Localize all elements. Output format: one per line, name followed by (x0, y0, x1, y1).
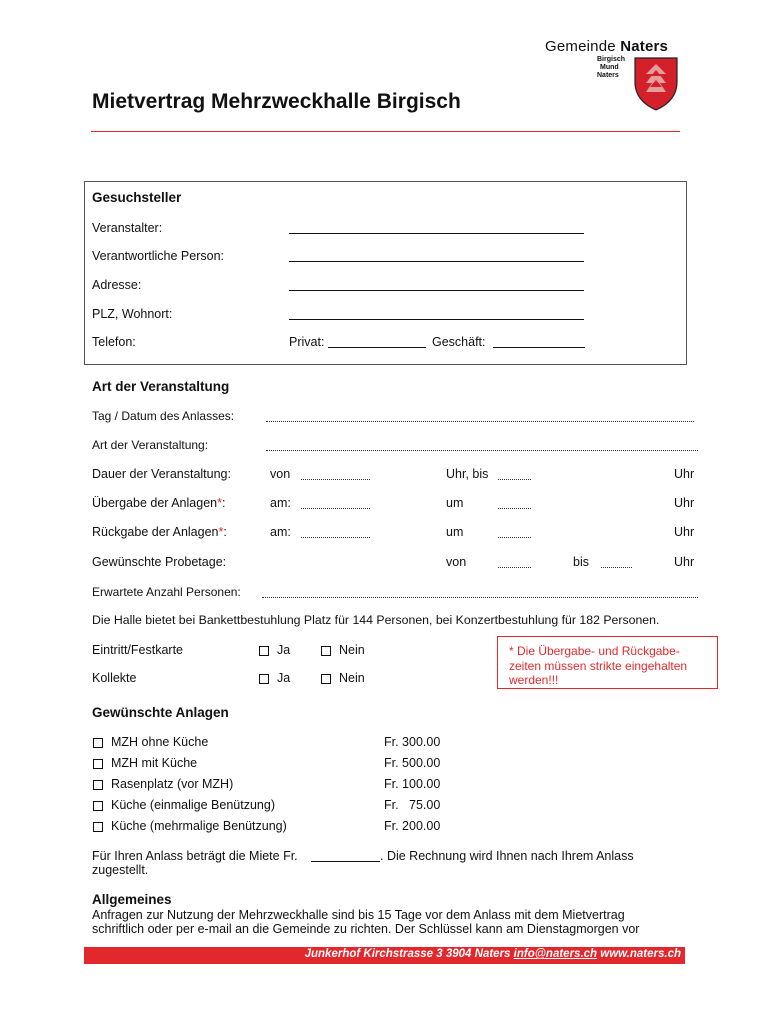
logo-wordmark: Gemeinde Naters (545, 38, 669, 55)
footer-website-link[interactable]: www.naters.ch (597, 948, 681, 960)
trial-uhr-label: Uhr (674, 555, 695, 569)
facility-price: Fr. 75.00 (384, 798, 441, 812)
phone-business-field[interactable] (493, 347, 585, 348)
footer-address: Junkerhof Kirchstrasse 3 3904 Naters (304, 948, 514, 960)
collection-label: Kollekte (92, 671, 137, 685)
trial-until-label: bis (573, 555, 589, 569)
facility-mzh-with-kitchen-checkbox[interactable]: MZH mit Küche (93, 756, 197, 770)
page-title: Mietvertrag Mehrzweckhalle Birgisch (92, 90, 461, 113)
handover-date-label: am: (270, 496, 291, 510)
return-label: Rückgabe der Anlagen*: (92, 525, 227, 539)
trial-until-field[interactable] (601, 567, 632, 568)
notice-line-1: * Die Übergabe- und Rückgabe- (509, 644, 680, 658)
phone-label: Telefon: (92, 335, 136, 349)
return-date-label: am: (270, 525, 291, 539)
checkbox-icon (93, 801, 103, 811)
checkbox-icon (93, 822, 103, 832)
collection-no-checkbox[interactable]: Nein (321, 671, 365, 685)
return-uhr-label: Uhr (674, 525, 695, 539)
checkbox-icon (321, 674, 331, 684)
trial-from-label: von (446, 555, 467, 569)
facility-price: Fr. 200.00 (384, 819, 441, 833)
general-text-line-2: schriftlich oder per e-mail an die Gemeinde zu richten. Der Schlüssel kann am Dienstagmorgen vor (92, 922, 640, 936)
duration-until-label: Uhr, bis (446, 467, 489, 481)
responsible-label: Verantwortliche Person: (92, 249, 225, 263)
footer-email-link[interactable]: info@naters.ch (513, 948, 598, 960)
rent-amount-field[interactable] (311, 861, 380, 862)
applicant-heading: Gesuchsteller (92, 190, 182, 205)
checkbox-icon (321, 646, 331, 656)
phone-private-label: Privat: (289, 335, 325, 349)
return-date-field[interactable] (301, 537, 370, 538)
handover-notice-box (497, 636, 718, 689)
logo-villages: Birgisch Mund Naters (597, 56, 626, 79)
admission-no-checkbox[interactable]: Nein (321, 643, 365, 657)
title-rule (91, 131, 680, 132)
event-date-field[interactable] (266, 421, 694, 422)
facility-price: Fr. 300.00 (384, 735, 441, 749)
rent-text-continued: zugestellt. (92, 863, 149, 877)
facility-kitchen-multiple-checkbox[interactable]: Küche (mehrmalige Benützung) (93, 819, 287, 833)
event-heading: Art der Veranstaltung (92, 379, 230, 394)
facility-mzh-without-kitchen-checkbox[interactable]: MZH ohne Küche (93, 735, 208, 749)
trial-from-field[interactable] (498, 567, 531, 568)
facility-kitchen-single-checkbox[interactable]: Küche (einmalige Benützung) (93, 798, 275, 812)
organizer-label: Veranstalter: (92, 221, 163, 235)
facility-price: Fr. 500.00 (384, 756, 441, 770)
rent-text-start: Für Ihren Anlass beträgt die Miete Fr. (92, 849, 298, 863)
admission-yes-checkbox[interactable]: Ja (259, 643, 290, 657)
handover-time-label: um (446, 496, 464, 510)
duration-from-label: von (270, 467, 291, 481)
municipality-logo (545, 38, 685, 113)
handover-time-field[interactable] (498, 508, 531, 509)
expected-persons-field[interactable] (262, 597, 698, 598)
return-time-field[interactable] (498, 537, 531, 538)
duration-until-field[interactable] (498, 479, 531, 480)
return-time-label: um (446, 525, 464, 539)
phone-private-field[interactable] (328, 347, 426, 348)
checkbox-icon (93, 780, 103, 790)
general-heading: Allgemeines (92, 892, 172, 907)
checkbox-icon (93, 759, 103, 769)
rent-text-end: . Die Rechnung wird Ihnen nach Ihrem Anlass (380, 849, 634, 863)
responsible-field[interactable] (289, 261, 584, 262)
facilities-heading: Gewünschte Anlagen (92, 705, 229, 720)
handover-date-field[interactable] (301, 508, 370, 509)
organizer-field[interactable] (289, 233, 584, 234)
address-field[interactable] (289, 290, 584, 291)
checkbox-icon (259, 646, 269, 656)
general-text-line-1: Anfragen zur Nutzung der Mehrzweckhalle sind bis 15 Tage vor dem Anlass mit dem Mietvertrag (92, 908, 625, 922)
checkbox-icon (93, 738, 103, 748)
notice-line-2: zeiten müssen strikte eingehalten (509, 658, 688, 673)
event-type-field[interactable] (266, 450, 698, 451)
coat-of-arms-icon (633, 56, 679, 112)
duration-from-field[interactable] (301, 479, 370, 480)
collection-yes-checkbox[interactable]: Ja (259, 671, 290, 685)
handover-uhr-label: Uhr (674, 496, 695, 510)
zip-city-label: PLZ, Wohnort: (92, 307, 173, 321)
duration-uhr-label: Uhr (674, 467, 695, 481)
duration-label: Dauer der Veranstaltung: (92, 467, 231, 481)
admission-label: Eintritt/Festkarte (92, 643, 183, 657)
event-date-label: Tag / Datum des Anlasses: (92, 409, 235, 423)
trial-days-label: Gewünschte Probetage: (92, 555, 227, 569)
capacity-note: Die Halle bietet bei Bankettbestuhlung Platz für 144 Personen, bei Konzertbestuhlung für 182 Personen. (92, 613, 660, 627)
expected-persons-label: Erwartete Anzahl Personen: (92, 585, 241, 599)
facility-price: Fr. 100.00 (384, 777, 441, 791)
footer-text (84, 948, 681, 960)
checkbox-icon (259, 674, 269, 684)
address-label: Adresse: (92, 278, 142, 292)
handover-label: Übergabe der Anlagen*: (92, 496, 226, 510)
event-type-label: Art der Veranstaltung: (92, 438, 209, 452)
facility-lawn-checkbox[interactable]: Rasenplatz (vor MZH) (93, 777, 233, 791)
phone-business-label: Geschäft: (432, 335, 486, 349)
notice-line-3: werden!!! (509, 673, 559, 687)
zip-city-field[interactable] (289, 319, 584, 320)
applicant-section (84, 181, 687, 365)
